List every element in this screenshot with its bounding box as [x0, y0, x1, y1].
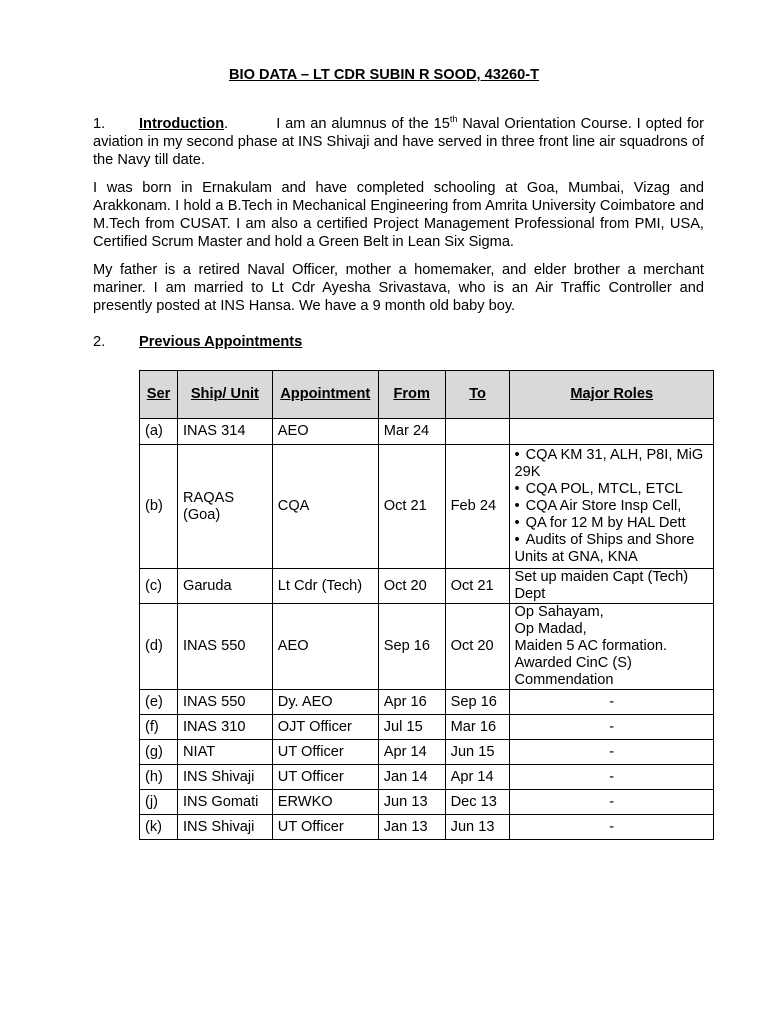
cell-roles: -: [510, 715, 714, 740]
role-item: • CQA KM 31, ALH, P8I, MiG 29K: [514, 447, 709, 481]
cell-to: Jun 13: [445, 815, 510, 840]
cell-ser: (e): [140, 690, 178, 715]
section-heading-appointments: Previous Appointments: [139, 334, 303, 350]
cell-ser: (g): [140, 740, 178, 765]
table-row: [140, 445, 714, 569]
cell-ser: (c): [140, 569, 178, 604]
cell-from: Oct 21: [378, 445, 445, 569]
cell-from: Oct 20: [378, 569, 445, 604]
role-item: • CQA Air Store Insp Cell,: [514, 498, 709, 515]
appointments-table: [139, 370, 714, 840]
cell-unit: INS Gomati: [177, 790, 272, 815]
cell-appointment: CQA: [272, 445, 378, 569]
cell-to: Jun 15: [445, 740, 510, 765]
section-heading-introduction: Introduction: [139, 116, 225, 132]
cell-from: Apr 16: [378, 690, 445, 715]
table-row: [140, 715, 714, 740]
cell-unit: INAS 310: [177, 715, 272, 740]
cell-roles: -: [510, 690, 714, 715]
table-header-row: [140, 371, 714, 419]
table-row: [140, 765, 714, 790]
intro-text-b: Naval Orientation Course. I opted for aviation in my second phase at INS Shivaji and have served in three front line air squadrons of the Navy till date.: [93, 116, 704, 168]
table-row: [140, 604, 714, 690]
cell-to: Sep 16: [445, 690, 510, 715]
section-number: 1.: [93, 116, 106, 132]
ordinal-suffix: th: [449, 114, 458, 125]
cell-appointment: OJT Officer: [272, 715, 378, 740]
cell-ser: (j): [140, 790, 178, 815]
table-row: [140, 419, 714, 445]
cell-from: Apr 14: [378, 740, 445, 765]
cell-to: Oct 21: [445, 569, 510, 604]
cell-unit: INAS 550: [177, 604, 272, 690]
cell-roles: -: [510, 815, 714, 840]
cell-roles: -: [510, 740, 714, 765]
cell-roles: -: [510, 790, 714, 815]
table-row: [140, 569, 714, 604]
intro-paragraph-2: I was born in Ernakulam and have completed schooling at Goa, Mumbai, Vizag and Arakkonam. I hold a B.Tech in Mechanical Engineering from Amrita University Coimbatore and M.Tech from CUSAT. I am also a certified Project Management Professional from PMI, USA, Certified Scrum Master and hold a Green Belt in Lean Six Sigma.: [93, 180, 704, 250]
cell-appointment: UT Officer: [272, 815, 378, 840]
cell-unit: INAS 550: [177, 690, 272, 715]
cell-from: Jan 13: [378, 815, 445, 840]
cell-from: Jan 14: [378, 765, 445, 790]
intro-text-a: I am an alumnus of the 15: [276, 116, 450, 132]
cell-appointment: ERWKO: [272, 790, 378, 815]
cell-from: Jun 13: [378, 790, 445, 815]
cell-appointment: AEO: [272, 419, 378, 445]
header-from: From: [378, 371, 445, 419]
role-item: • QA for 12 M by HAL Dett: [514, 515, 709, 532]
cell-unit: INAS 314: [177, 419, 272, 445]
table-row: [140, 815, 714, 840]
heading-suffix: .: [224, 116, 229, 132]
cell-unit: INS Shivaji: [177, 815, 272, 840]
cell-from: Jul 15: [378, 715, 445, 740]
cell-to: [445, 419, 510, 445]
header-ser: Ser: [140, 371, 178, 419]
header-unit: Ship/ Unit: [177, 371, 272, 419]
intro-paragraph-1: [93, 115, 704, 169]
header-appointment: Appointment: [272, 371, 378, 419]
role-line: Op Sahayam,: [514, 604, 604, 620]
role-line: Op Madad,: [514, 621, 587, 637]
role-line: Maiden 5 AC formation.: [514, 638, 667, 654]
cell-ser: (a): [140, 419, 178, 445]
cell-to: Oct 20: [445, 604, 510, 690]
cell-unit: INS Shivaji: [177, 765, 272, 790]
header-to: To: [445, 371, 510, 419]
cell-ser: (d): [140, 604, 178, 690]
cell-unit: RAQAS (Goa): [177, 445, 272, 569]
cell-to: Mar 16: [445, 715, 510, 740]
cell-to: Feb 24: [445, 445, 510, 569]
cell-roles: Set up maiden Capt (Tech) Dept: [510, 569, 714, 604]
cell-to: Apr 14: [445, 765, 510, 790]
cell-roles: [510, 419, 714, 445]
appointments-heading-line: [93, 333, 704, 351]
cell-ser: (k): [140, 815, 178, 840]
header-roles: Major Roles: [510, 371, 714, 419]
intro-paragraph-3: My father is a retired Naval Officer, mother a homemaker, and elder brother a merchant mariner. I am married to Lt Cdr Ayesha Srivastava, who is an Air Traffic Controller and presently posted at INS Hansa. We have a 9 month old baby boy.: [93, 262, 704, 314]
cell-unit: Garuda: [177, 569, 272, 604]
cell-roles: -: [510, 765, 714, 790]
role-item: • CQA POL, MTCL, ETCL: [514, 481, 709, 498]
table-row: [140, 690, 714, 715]
cell-from: Mar 24: [378, 419, 445, 445]
cell-roles: [510, 604, 714, 690]
table-row: [140, 790, 714, 815]
cell-appointment: UT Officer: [272, 765, 378, 790]
page-title: BIO DATA – LT CDR SUBIN R SOOD, 43260-T: [228, 67, 540, 83]
role-item: • Audits of Ships and Shore Units at GNA, KNA: [514, 532, 709, 566]
cell-roles: [510, 445, 714, 569]
cell-ser: (b): [140, 445, 178, 569]
cell-ser: (h): [140, 765, 178, 790]
cell-appointment: Dy. AEO: [272, 690, 378, 715]
cell-to: Dec 13: [445, 790, 510, 815]
cell-appointment: AEO: [272, 604, 378, 690]
cell-ser: (f): [140, 715, 178, 740]
role-line: Awarded CinC (S) Commendation: [514, 655, 632, 688]
table-row: [140, 740, 714, 765]
cell-appointment: Lt Cdr (Tech): [272, 569, 378, 604]
cell-appointment: UT Officer: [272, 740, 378, 765]
cell-from: Sep 16: [378, 604, 445, 690]
cell-unit: NIAT: [177, 740, 272, 765]
section-number: 2.: [93, 334, 106, 350]
